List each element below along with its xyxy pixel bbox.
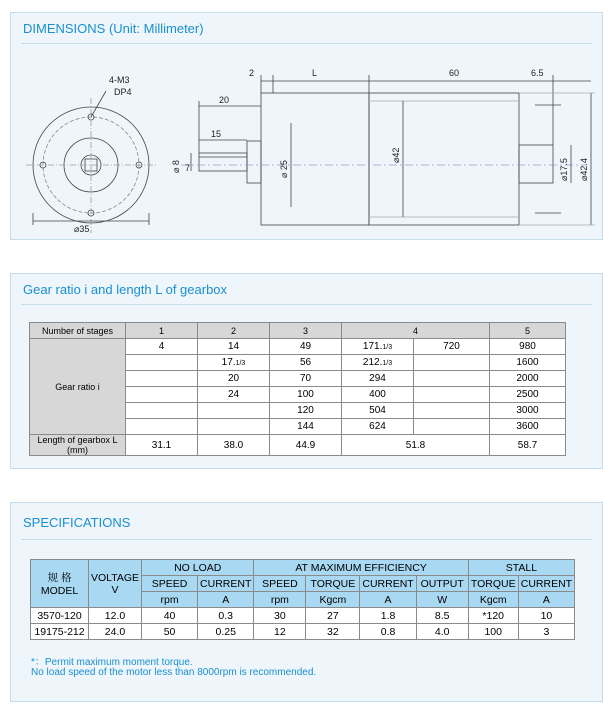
table-cell: 20	[198, 371, 270, 387]
table-cell: 19175-212	[31, 624, 89, 640]
table-cell: Kgcm	[468, 592, 518, 608]
note-torque: *：Permit maximum moment torque.	[31, 657, 193, 668]
stage-5-header: 5	[490, 323, 566, 339]
dim-20-label: 20	[219, 95, 230, 105]
m3-label: 4-M3	[109, 75, 130, 85]
table-cell	[414, 403, 490, 419]
table-cell	[126, 387, 198, 403]
table-cell: CURRENT	[518, 576, 574, 592]
table-cell: 40	[142, 608, 198, 624]
table-cell: 171.1/3	[342, 339, 414, 355]
stage-3-header: 3	[270, 323, 342, 339]
dim-d424-label: ⌀42.4	[579, 158, 589, 181]
table-cell: CURRENT	[198, 576, 254, 592]
table-cell	[198, 403, 270, 419]
table-cell: A	[360, 592, 416, 608]
table-cell: 10	[518, 608, 574, 624]
table-cell: 100	[270, 387, 342, 403]
d35-label: ⌀35	[74, 224, 90, 234]
model-header	[31, 560, 89, 608]
table-cell: A	[518, 592, 574, 608]
table-cell: 24.0	[89, 624, 142, 640]
table-cell: SPEED	[142, 576, 198, 592]
table-cell: 400	[342, 387, 414, 403]
table-cell: 0.25	[198, 624, 254, 640]
note-speed: No load speed of the motor less than 8000rpm is recommended.	[31, 667, 317, 678]
table-row	[31, 624, 575, 640]
table-cell: 2000	[490, 371, 566, 387]
table-cell: 0.8	[360, 624, 416, 640]
table-cell: 2500	[490, 387, 566, 403]
specs-panel	[10, 502, 603, 702]
table-cell: 8.5	[416, 608, 468, 624]
specs-table	[30, 559, 575, 640]
m3-leader	[91, 91, 106, 117]
stage-4-header: 4	[342, 323, 490, 339]
table-cell: 24	[198, 387, 270, 403]
table-cell: 1.8	[360, 608, 416, 624]
dim-d8-label: ⌀ 8	[171, 160, 181, 173]
dimensions-panel	[10, 12, 603, 240]
output-shaft	[199, 153, 247, 171]
stall-header: STALL	[468, 560, 574, 576]
table-cell: 720	[414, 339, 490, 355]
model-label: MODEL	[40, 585, 79, 597]
table-cell: 17.1/3	[198, 355, 270, 371]
dimension-drawing	[11, 13, 602, 239]
table-cell: A	[198, 592, 254, 608]
table-cell: Kgcm	[306, 592, 360, 608]
length-stage-5: 58.7	[490, 435, 566, 456]
gear-ratio-label: Gear ratio i	[30, 339, 126, 435]
specs-divider	[21, 539, 592, 540]
table-cell: OUTPUT	[416, 576, 468, 592]
table-cell: 980	[490, 339, 566, 355]
dim-7-label: 7	[185, 163, 191, 173]
dim-60-label: 60	[449, 68, 460, 78]
table-cell: W	[416, 592, 468, 608]
table-cell: 12	[254, 624, 306, 640]
max-efficiency-header: AT MAXIMUM EFFICIENCY	[254, 560, 468, 576]
table-cell: 27	[306, 608, 360, 624]
table-cell: 0.3	[198, 608, 254, 624]
table-cell	[414, 355, 490, 371]
gearbox-panel	[10, 273, 603, 469]
table-cell: 50	[142, 624, 198, 640]
stages-header: Number of stages	[30, 323, 126, 339]
dim-2-label: 2	[249, 68, 255, 78]
table-cell: 3	[518, 624, 574, 640]
length-stage-3: 44.9	[270, 435, 342, 456]
table-row	[30, 435, 566, 456]
dim-65-label: 6.5	[531, 68, 544, 78]
length-stage-4: 51.8	[342, 435, 490, 456]
table-cell: 120	[270, 403, 342, 419]
table-cell: 3570-120	[31, 608, 89, 624]
table-cell: *120	[468, 608, 518, 624]
table-cell: 144	[270, 419, 342, 435]
table-cell: 3600	[490, 419, 566, 435]
table-cell	[126, 419, 198, 435]
gearbox-divider	[21, 304, 592, 305]
table-cell: 1600	[490, 355, 566, 371]
table-cell: 4.0	[416, 624, 468, 640]
dim-d25-label: ⌀ 25	[279, 160, 289, 178]
length-stage-2: 38.0	[198, 435, 270, 456]
table-row	[31, 560, 575, 576]
table-cell: 12.0	[89, 608, 142, 624]
specs-title: SPECIFICATIONS	[23, 515, 131, 530]
table-cell: SPEED	[254, 576, 306, 592]
front-view	[26, 91, 156, 233]
gearbox-title: Gear ratio i and length L of gearbox	[23, 282, 228, 297]
gearbox-body	[261, 93, 369, 225]
dim-d175-label: ⌀17.5	[559, 158, 569, 181]
voltage-header	[89, 560, 142, 608]
table-cell	[126, 355, 198, 371]
voltage-unit: V	[111, 583, 119, 596]
table-cell: 49	[270, 339, 342, 355]
table-cell: 624	[342, 419, 414, 435]
table-cell: 32	[306, 624, 360, 640]
table-row	[31, 608, 575, 624]
dim-L-label: L	[312, 68, 318, 78]
table-cell: TORQUE	[468, 576, 518, 592]
table-cell: TORQUE	[306, 576, 360, 592]
table-cell: 14	[198, 339, 270, 355]
side-view	[181, 75, 595, 225]
dim-15-label: 15	[211, 129, 222, 139]
dim-d42-label: ⌀42	[391, 147, 401, 163]
table-cell: 294	[342, 371, 414, 387]
table-cell: 3000	[490, 403, 566, 419]
table-cell: 100	[468, 624, 518, 640]
length-stage-1: 31.1	[126, 435, 198, 456]
table-cell: rpm	[254, 592, 306, 608]
table-cell: 4	[126, 339, 198, 355]
length-label: Length of gearbox L (mm)	[30, 435, 126, 456]
table-cell: 212.1/3	[342, 355, 414, 371]
table-cell	[414, 419, 490, 435]
table-cell	[198, 419, 270, 435]
stage-2-header: 2	[198, 323, 270, 339]
table-cell: 56	[270, 355, 342, 371]
dimensions-title: DIMENSIONS (Unit: Millimeter)	[23, 21, 204, 36]
table-cell	[414, 387, 490, 403]
stage-1-header: 1	[126, 323, 198, 339]
table-cell: 504	[342, 403, 414, 419]
table-cell	[126, 371, 198, 387]
table-cell: 30	[254, 608, 306, 624]
table-cell: 70	[270, 371, 342, 387]
table-cell	[414, 371, 490, 387]
table-row	[30, 339, 566, 355]
model-cn-label: 规 格	[47, 572, 72, 584]
no-load-header: NO LOAD	[142, 560, 254, 576]
table-cell	[126, 403, 198, 419]
table-cell: CURRENT	[360, 576, 416, 592]
dp4-label: DP4	[114, 87, 132, 97]
gearbox-boss	[247, 141, 261, 183]
gear-ratio-table	[29, 322, 566, 456]
table-row	[30, 323, 566, 339]
end-cap	[519, 145, 553, 183]
table-cell: rpm	[142, 592, 198, 608]
voltage-label: VOLTAGE	[91, 571, 140, 584]
